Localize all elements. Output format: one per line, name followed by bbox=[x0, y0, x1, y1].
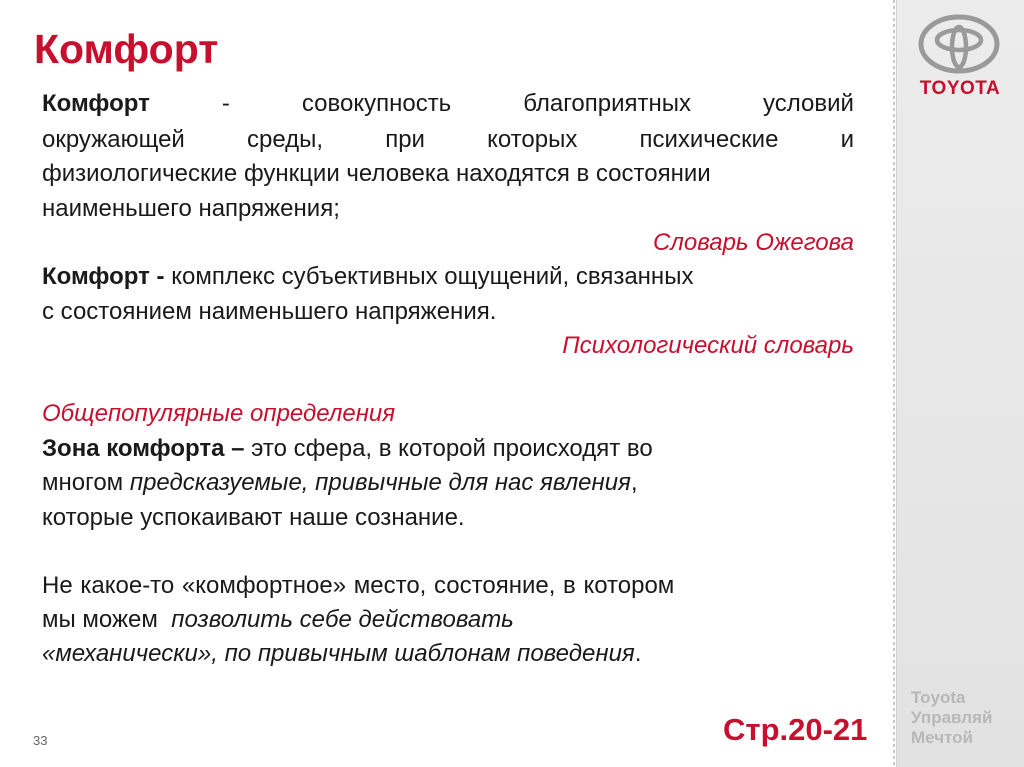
popular-line-2 bbox=[42, 467, 638, 499]
def2-line-2: с состоянием наименьшего напряжения. bbox=[42, 298, 497, 325]
def2-text: комплекс субъективных ощущений, связанных bbox=[171, 263, 694, 290]
def1-line-2 bbox=[42, 124, 854, 156]
def2-line-1 bbox=[42, 261, 693, 293]
def1-word: среды, bbox=[246, 126, 324, 153]
closing-line-2 bbox=[42, 604, 514, 636]
slide-title: Комфорт bbox=[34, 26, 219, 72]
def1-line-1 bbox=[42, 88, 854, 120]
closing-emphasis: «механически», по привычным шаблонам поведения bbox=[42, 640, 635, 667]
popular-term: Зона комфорта – bbox=[42, 435, 245, 462]
def1-source: Словарь Ожегова bbox=[653, 229, 854, 256]
popular-emphasis: предсказуемые, привычные для нас явления bbox=[129, 469, 631, 496]
def1-word: психические bbox=[639, 126, 779, 153]
def1-term: Комфорт bbox=[42, 90, 150, 117]
closing-line-1: Не какое-то «комфортное» место, состояние, в котором bbox=[42, 572, 675, 599]
def1-line-4: наименьшего напряжения; bbox=[42, 195, 340, 222]
def1-word: совокупность bbox=[301, 90, 452, 117]
slogan-line-1: Toyota bbox=[911, 688, 966, 707]
brand-sidebar bbox=[896, 0, 1024, 767]
def1-dash: - bbox=[221, 90, 230, 117]
slogan-line-3: Мечтой bbox=[911, 728, 973, 747]
sidebar-divider bbox=[893, 0, 895, 767]
def1-word: при bbox=[385, 126, 425, 153]
toyota-emblem-icon bbox=[918, 14, 1000, 74]
popular-text: многом bbox=[42, 469, 124, 496]
def2-term: Комфорт - bbox=[42, 263, 165, 290]
def2-source: Психологический словарь bbox=[562, 332, 854, 359]
page-number: 33 bbox=[33, 733, 48, 748]
def1-word: благоприятных bbox=[523, 90, 692, 117]
page-reference: Стр.20-21 bbox=[723, 712, 868, 747]
def1-word: которых bbox=[487, 126, 578, 153]
closing-text: мы можем bbox=[42, 606, 158, 633]
def1-line-3: физиологические функции человека находятся в состоянии bbox=[42, 160, 711, 187]
def1-word: условий bbox=[763, 90, 854, 117]
brand-name: TOYOTA bbox=[919, 78, 1001, 99]
popular-heading: Общепопулярные определения bbox=[42, 400, 396, 427]
def1-word: окружающей bbox=[42, 126, 185, 153]
closing-emphasis: позволить себе действовать bbox=[171, 606, 514, 633]
popular-line-1 bbox=[42, 433, 653, 465]
slogan-line-2: Управляй bbox=[911, 708, 993, 727]
popular-text: это сфера, в которой происходят во bbox=[251, 435, 653, 462]
popular-comma: , bbox=[630, 469, 638, 496]
popular-line-3: которые успокаивают наше сознание. bbox=[42, 504, 465, 531]
def1-word: и bbox=[840, 126, 854, 153]
closing-line-3 bbox=[42, 638, 641, 670]
closing-period: . bbox=[634, 640, 642, 667]
brand-slogan bbox=[911, 688, 992, 748]
